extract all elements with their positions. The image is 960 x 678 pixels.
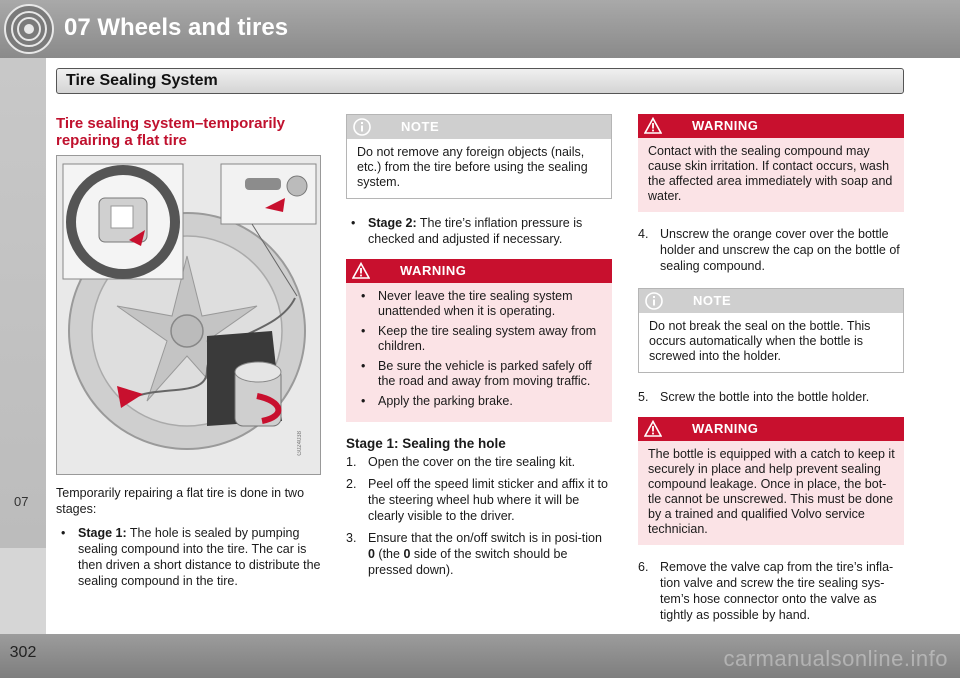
side-tab-shade (0, 58, 46, 548)
watermark: carmanualsonline.info (723, 646, 948, 671)
warning-header (638, 417, 904, 441)
note-text: Do not break the seal on the bottle. This occurs automatically when the bottle is screwed into the holder. (649, 319, 871, 363)
tire-sealing-illustration (56, 155, 321, 475)
warning-item-text: Never leave the tire sealing system unattended when it is operating. (378, 289, 573, 318)
note-header (639, 289, 903, 313)
illustration-drawing (57, 156, 321, 475)
step-number: 1. (346, 455, 357, 469)
step-text-c: side of the switch should be pressed down). (368, 547, 568, 577)
warning-item-text: Keep the tire sealing system away from children. (378, 324, 597, 353)
list-item (638, 389, 904, 405)
step-switch-value: 0 (403, 547, 411, 561)
bullet-icon: • (61, 526, 66, 540)
step-number: 6. (638, 560, 649, 574)
list-item (356, 289, 604, 319)
note-label: NOTE (693, 293, 732, 308)
stage2-list (346, 215, 612, 247)
section-heading: Tire sealing system–temporarily repairing a flat tire (56, 115, 285, 149)
wheel-icon (3, 3, 55, 55)
list-item (356, 324, 604, 354)
column-left (56, 110, 321, 595)
list-item (638, 226, 904, 274)
warning-header (638, 114, 904, 138)
warning-header (346, 259, 612, 283)
note-header (347, 115, 611, 139)
step-text: Open the cover on the tire sealing kit. (368, 455, 576, 469)
note-box (346, 114, 612, 199)
chapter-side-tab (0, 58, 46, 634)
step-text: Peel off the speed limit sticker and affix it to the steering wheel hub where it will be clearly visible to the driver. (368, 477, 608, 523)
note-text: Do not remove any foreign objects (nails, etc.) from the tire before using the sealing system. (357, 145, 588, 189)
column-middle (346, 110, 612, 578)
step-text: Screw the bottle into the bottle holder. (660, 390, 870, 404)
list-item (346, 454, 612, 470)
step-number: 4. (638, 227, 649, 241)
warning-triangle-icon (644, 420, 662, 438)
warning-text: Contact with the sealing compound may cause skin irritation. If contact occurs, wash the affected area immediately with soap and water. (638, 138, 904, 212)
step-number: 2. (346, 477, 357, 491)
bullet-icon: • (361, 394, 366, 408)
note-box (638, 288, 904, 373)
chapter-title: 07 Wheels and tires (64, 14, 289, 41)
info-icon (353, 118, 371, 136)
note-label: NOTE (401, 119, 440, 134)
column-right (638, 110, 904, 623)
warning-text: The bottle is equipped with a catch to keep it securely in place and help prevent sealing compound leakage. Once in place, the bot-tle cannot be unscrewed. This must be done by a trained and qualified Volvo service technician. (638, 441, 904, 545)
step-text-a: Ensure that the on/off switch is in posi-tion (368, 531, 602, 545)
warning-label: WARNING (400, 263, 467, 278)
warning-box (346, 259, 612, 422)
list-item (56, 525, 321, 589)
warning-body (346, 283, 612, 422)
warning-triangle-icon (644, 117, 662, 135)
step-text: Remove the valve cap from the tire’s infla-tion valve and screw the tire sealing sys-tem’s hose connector onto the valve as tightly as possible by hand. (660, 560, 894, 622)
list-item (346, 476, 612, 524)
figure-id: G024038 (297, 431, 303, 456)
list-item (356, 359, 604, 389)
list-item (346, 530, 612, 578)
bullet-icon: • (361, 359, 366, 373)
warning-label: WARNING (692, 118, 759, 133)
warning-triangle-icon (352, 262, 370, 280)
step-switch-value: 0 (368, 547, 375, 561)
warning-label: WARNING (692, 421, 759, 436)
warning-box (638, 114, 904, 212)
step-number: 5. (638, 390, 649, 404)
warning-box (638, 417, 904, 545)
section-title: Tire Sealing System (66, 72, 218, 89)
bullet-icon: • (351, 216, 356, 230)
bullet-icon: • (361, 324, 366, 338)
bullet-label: Stage 1: (78, 526, 127, 540)
step-number: 3. (346, 531, 357, 545)
bullet-text: The tire’s inflation pressure is checked and adjusted if necessary. (368, 216, 583, 246)
warning-item-text: Apply the parking brake. (378, 394, 513, 408)
stage1-heading: Stage 1: Sealing the hole (346, 436, 506, 451)
intro-paragraph: Temporarily repairing a flat tire is done in two stages: (56, 486, 305, 516)
side-tab-chapter-number: 07 (14, 494, 29, 509)
list-item (356, 394, 604, 409)
warning-item-text: Be sure the vehicle is parked safely off the road and away from moving traffic. (378, 359, 592, 388)
bullet-icon: • (361, 289, 366, 303)
stages-list (56, 525, 321, 589)
bullet-text: The hole is sealed by pumping sealing compound into the tire. The car is then driven a short distance to distribute the sealing compound in the tire. (78, 526, 321, 588)
info-icon (645, 292, 663, 310)
chapter-header (0, 0, 960, 58)
list-item (346, 215, 612, 247)
bullet-label: Stage 2: (368, 216, 417, 230)
steps-list (346, 454, 612, 578)
list-item (638, 559, 904, 623)
step-text: Unscrew the orange cover over the bottle holder and unscrew the cap on the bottle of sealing compound. (660, 227, 900, 273)
section-title-bar (56, 68, 904, 94)
page-number: 302 (9, 644, 37, 661)
step-text-b: (the (374, 547, 404, 561)
